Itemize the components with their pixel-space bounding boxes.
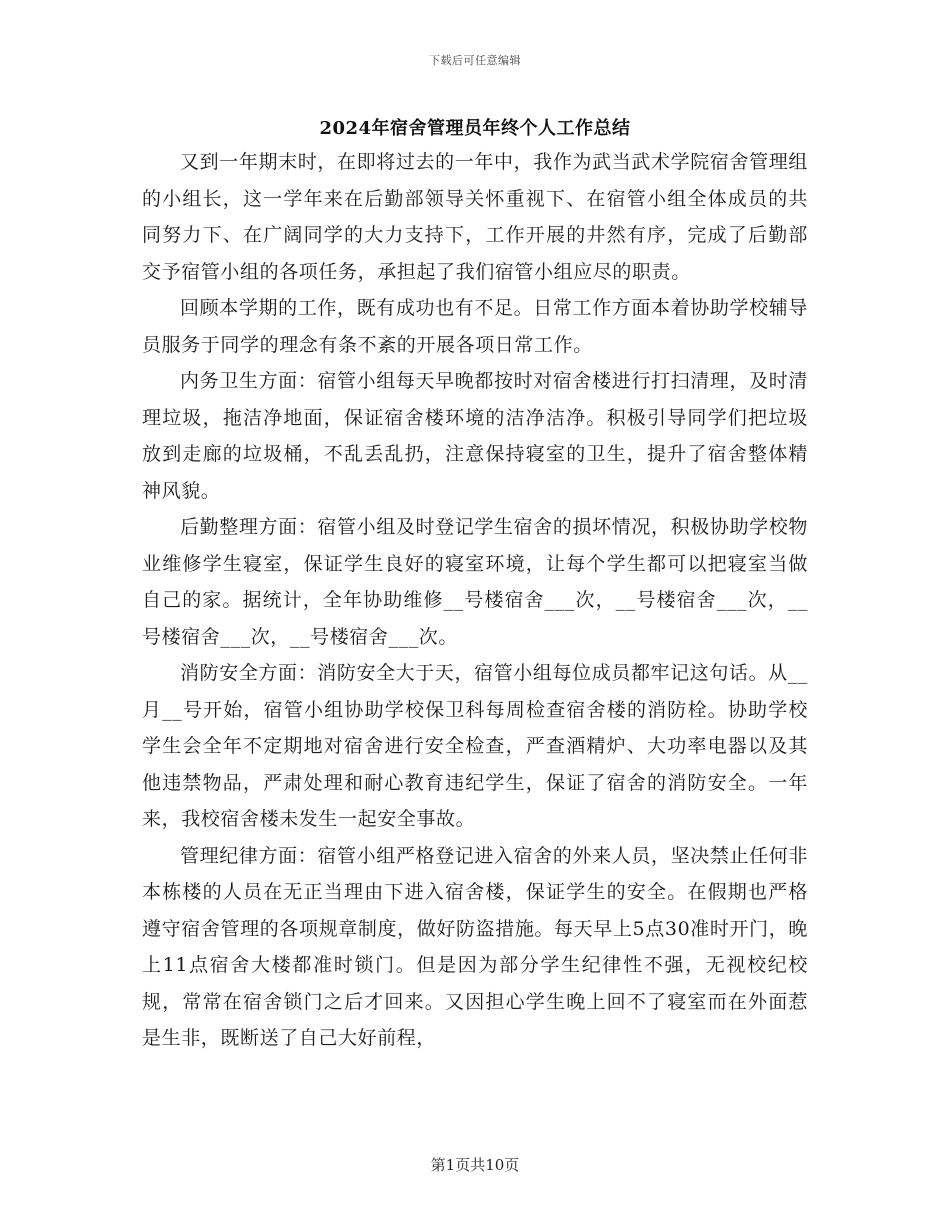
paragraph-fire-safety: 消防安全方面：消防安全大于天，宿管小组每位成员都牢记这句话。从__月__号开始，宿管小组协助学校保卫科每周检查宿舍楼的消防栓。协助学校学生会全年不定期地对宿舍进行安全检查，严查酒精炉、大功率电器以及其他违禁物品，严肃处理和耐心教育违纪学生，保证了宿舍的消防安全。一年来，我校宿舍楼未发生一起安全事故。 bbox=[142, 662, 808, 830]
document-body bbox=[142, 144, 808, 1057]
page-number: 第1页共10页 bbox=[430, 1156, 520, 1174]
paragraph-intro: 又到一年期末时，在即将过去的一年中，我作为武当武术学院宿舍管理组的小组长，这一学年来在后勤部领导关怀重视下、在宿管小组全体成员的共同努力下、在广阔同学的大力支持下，工作开展的井然有序，完成了后勤部交予宿管小组的各项任务，承担起了我们宿管小组应尽的职责。 bbox=[142, 151, 808, 283]
paragraph-discipline: 管理纪律方面：宿管小组严格登记进入宿舍的外来人员，坚决禁止任何非本栋楼的人员在无正当理由下进入宿舍楼，保证学生的安全。在假期也严格遵守宿舍管理的各项规章制度，做好防盗措施。每天早上5点30准时开门，晚上11点宿舍大楼都准时锁门。但是因为部分学生纪律性不强，无视校纪校规，常常在宿舍锁门之后才回来。又因担心学生晚上回不了寝室而在外面惹是生非，既断送了自己大好前程， bbox=[142, 844, 808, 1049]
paragraph-maintenance: 后勤整理方面：宿管小组及时登记学生宿舍的损坏情况，积极协助学校物业维修学生寝室，保证学生良好的寝室环境，让每个学生都可以把寝室当做自己的家。据统计，全年协助维修__号楼宿舍___次，__号楼宿舍___次，__号楼宿舍___次，__号楼宿舍___次。 bbox=[142, 516, 808, 648]
page-header-note: 下载后可任意编辑 bbox=[429, 54, 521, 67]
paragraph-review: 回顾本学期的工作，既有成功也有不足。日常工作方面本着协助学校辅导员服务于同学的理念有条不紊的开展各项日常工作。 bbox=[142, 297, 808, 356]
document-title: 2024年宿舍管理员年终个人工作总结 bbox=[319, 118, 631, 139]
paragraph-hygiene: 内务卫生方面：宿管小组每天早晚都按时对宿舍楼进行打扫清理，及时清理垃圾，拖洁净地面，保证宿舍楼环境的洁净洁净。积极引导同学们把垃圾放到走廊的垃圾桶，不乱丢乱扔，注意保持寝室的卫生，提升了宿舍整体精神风貌。 bbox=[142, 370, 808, 502]
